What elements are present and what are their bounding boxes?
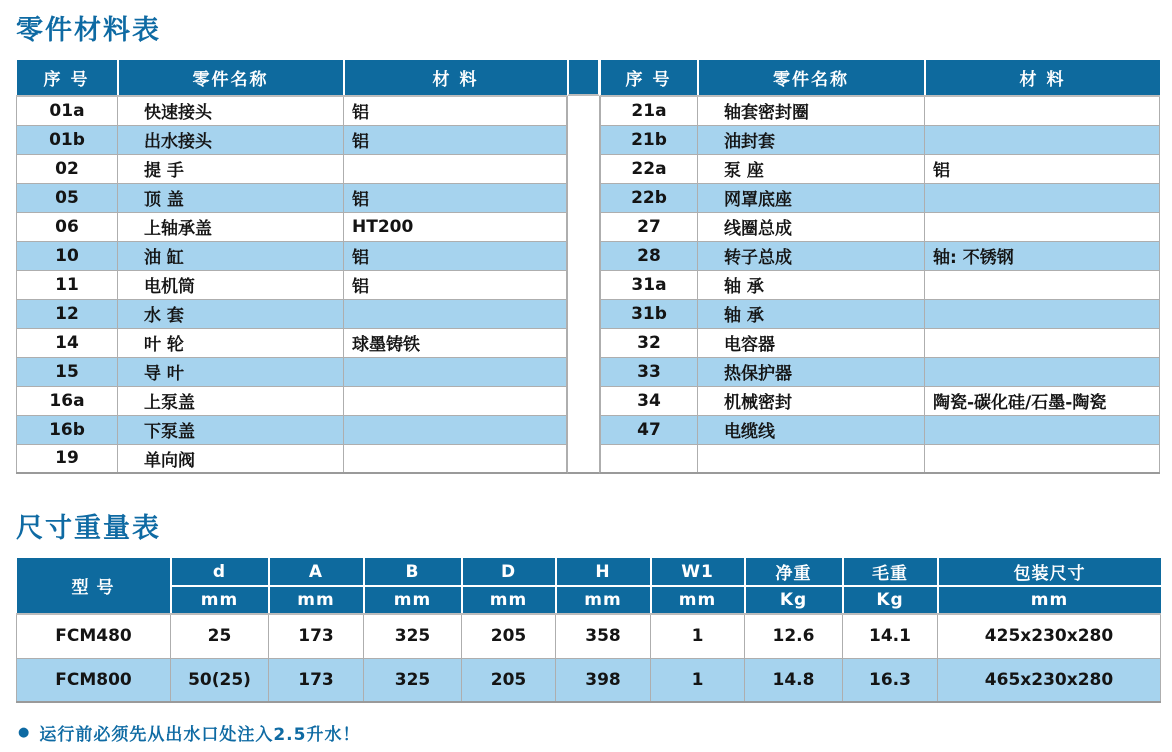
- cell-no: 15: [17, 357, 118, 386]
- cell-name: 水 套: [118, 299, 344, 328]
- cell-material: [925, 270, 1160, 299]
- col-header-material: 材 料: [925, 60, 1160, 96]
- table-row: [17, 299, 567, 328]
- cell-material: 铝: [925, 154, 1160, 183]
- cell-material: 铝: [344, 270, 567, 299]
- cell-B: 325: [364, 658, 462, 702]
- table-row: [17, 183, 567, 212]
- cell-no: 22b: [601, 183, 698, 212]
- cell-name: 顶 盖: [118, 183, 344, 212]
- cell-no: 21a: [601, 96, 698, 125]
- table-gap-header: [567, 60, 600, 96]
- table-row: [601, 328, 1160, 357]
- cell-name: 下泵盖: [118, 415, 344, 444]
- cell-name: 提 手: [118, 154, 344, 183]
- unit-net-weight: Kg: [745, 586, 843, 614]
- table-row: [601, 125, 1160, 154]
- cell-material: 铝: [344, 183, 567, 212]
- unit-D: mm: [462, 586, 556, 614]
- col-header-name: 零件名称: [118, 60, 344, 96]
- dimensions-weight-title: 尺寸重量表: [16, 513, 161, 544]
- cell-no: 31b: [601, 299, 698, 328]
- cell-no: 31a: [601, 270, 698, 299]
- unit-pack-size: mm: [938, 586, 1161, 614]
- cell-no: 22a: [601, 154, 698, 183]
- table-row: [601, 270, 1160, 299]
- cell-A: 173: [269, 614, 364, 658]
- table-row: [17, 357, 567, 386]
- table-row: [17, 154, 567, 183]
- col-header-net-weight: 净重: [745, 558, 843, 586]
- cell-no: 14: [17, 328, 118, 357]
- cell-d: 50(25): [171, 658, 269, 702]
- cell-name: 出水接头: [118, 125, 344, 154]
- header-row: [17, 60, 567, 96]
- cell-net-weight: 12.6: [745, 614, 843, 658]
- table-row: [17, 415, 567, 444]
- cell-no: 01b: [17, 125, 118, 154]
- cell-no: 34: [601, 386, 698, 415]
- cell-d: 25: [171, 614, 269, 658]
- table-row: [17, 386, 567, 415]
- cell-name: 叶 轮: [118, 328, 344, 357]
- cell-name: [698, 444, 925, 473]
- parts-materials-title: 零件材料表: [16, 15, 161, 46]
- table-row: [17, 658, 1161, 702]
- table-row: [17, 125, 567, 154]
- table-row: [17, 614, 1161, 658]
- table-row: [601, 183, 1160, 212]
- table-row: [601, 444, 1160, 473]
- cell-material: 铝: [344, 241, 567, 270]
- cell-material: 铝: [344, 125, 567, 154]
- col-header-B: B: [364, 558, 462, 586]
- cell-material: [344, 386, 567, 415]
- col-header-W1: W1: [651, 558, 745, 586]
- table-row: [601, 357, 1160, 386]
- warning-note-text: 运行前必须先从出水口处注入2.5升水！: [39, 725, 361, 745]
- cell-D: 205: [462, 614, 556, 658]
- unit-W1: mm: [651, 586, 745, 614]
- cell-name: 轴 承: [698, 270, 925, 299]
- cell-no: 12: [17, 299, 118, 328]
- parts-tables-area: [16, 60, 1160, 474]
- cell-name: 导 叶: [118, 357, 344, 386]
- table-row: [601, 212, 1160, 241]
- bullet-icon: ●: [18, 725, 31, 740]
- col-header-H: H: [556, 558, 651, 586]
- col-header-D: D: [462, 558, 556, 586]
- cell-name: 电机筒: [118, 270, 344, 299]
- cell-name: 上泵盖: [118, 386, 344, 415]
- cell-B: 325: [364, 614, 462, 658]
- col-header-d: d: [171, 558, 269, 586]
- table-row: [601, 241, 1160, 270]
- cell-material: [925, 415, 1160, 444]
- cell-material: [344, 357, 567, 386]
- cell-material: [925, 357, 1160, 386]
- table-row: [17, 270, 567, 299]
- cell-name: 机械密封: [698, 386, 925, 415]
- cell-name: 网罩底座: [698, 183, 925, 212]
- unit-d: mm: [171, 586, 269, 614]
- cell-material: 球墨铸铁: [344, 328, 567, 357]
- cell-no: 16b: [17, 415, 118, 444]
- cell-no: 11: [17, 270, 118, 299]
- parts-table-right: [600, 60, 1160, 474]
- cell-no: 19: [17, 444, 118, 473]
- cell-material: 陶瓷-碳化硅/石墨-陶瓷: [925, 386, 1160, 415]
- cell-name: 热保护器: [698, 357, 925, 386]
- table-gap-body: [567, 96, 600, 474]
- header-row: [601, 60, 1160, 96]
- cell-name: 转子总成: [698, 241, 925, 270]
- table-row: [17, 444, 567, 473]
- cell-material: [925, 96, 1160, 125]
- cell-pack-size: 465x230x280: [938, 658, 1161, 702]
- cell-net-weight: 14.8: [745, 658, 843, 702]
- cell-material: HT200: [344, 212, 567, 241]
- warning-note: [16, 720, 1160, 745]
- cell-W1: 1: [651, 658, 745, 702]
- cell-name: 轴 承: [698, 299, 925, 328]
- cell-name: 上轴承盖: [118, 212, 344, 241]
- table-gap-column: [567, 60, 600, 474]
- table-row: [601, 386, 1160, 415]
- cell-name: 快速接头: [118, 96, 344, 125]
- unit-A: mm: [269, 586, 364, 614]
- cell-material: [344, 299, 567, 328]
- unit-gross-weight: Kg: [843, 586, 938, 614]
- table-row: [601, 299, 1160, 328]
- cell-no: [601, 444, 698, 473]
- cell-material: [344, 154, 567, 183]
- cell-name: 泵 座: [698, 154, 925, 183]
- cell-no: 21b: [601, 125, 698, 154]
- table-row: [17, 328, 567, 357]
- cell-no: 02: [17, 154, 118, 183]
- cell-material: [925, 125, 1160, 154]
- cell-A: 173: [269, 658, 364, 702]
- cell-name: 单向阀: [118, 444, 344, 473]
- table-row: [601, 96, 1160, 125]
- header-row-labels: [17, 558, 1161, 586]
- cell-no: 10: [17, 241, 118, 270]
- cell-no: 32: [601, 328, 698, 357]
- cell-material: [344, 444, 567, 473]
- col-header-no: 序 号: [601, 60, 698, 96]
- cell-H: 398: [556, 658, 651, 702]
- cell-no: 33: [601, 357, 698, 386]
- cell-name: 油 缸: [118, 241, 344, 270]
- parts-table-left: [16, 60, 567, 474]
- col-header-A: A: [269, 558, 364, 586]
- cell-name: 电缆线: [698, 415, 925, 444]
- cell-gross-weight: 14.1: [843, 614, 938, 658]
- cell-no: 27: [601, 212, 698, 241]
- cell-W1: 1: [651, 614, 745, 658]
- col-header-no: 序 号: [17, 60, 118, 96]
- cell-gross-weight: 16.3: [843, 658, 938, 702]
- cell-pack-size: 425x230x280: [938, 614, 1161, 658]
- col-header-material: 材 料: [344, 60, 567, 96]
- cell-material: [925, 183, 1160, 212]
- header-row-units: [17, 586, 1161, 614]
- cell-model: FCM800: [17, 658, 171, 702]
- cell-name: 线圈总成: [698, 212, 925, 241]
- cell-name: 轴套密封圈: [698, 96, 925, 125]
- cell-material: [344, 415, 567, 444]
- unit-B: mm: [364, 586, 462, 614]
- cell-no: 06: [17, 212, 118, 241]
- cell-name: 电容器: [698, 328, 925, 357]
- table-row: [17, 241, 567, 270]
- cell-material: 铝: [344, 96, 567, 125]
- col-header-model: 型 号: [17, 558, 171, 614]
- col-header-pack-size: 包装尺寸: [938, 558, 1161, 586]
- table-row: [17, 96, 567, 125]
- cell-no: 01a: [17, 96, 118, 125]
- table-row: [601, 154, 1160, 183]
- col-header-gross-weight: 毛重: [843, 558, 938, 586]
- cell-material: [925, 212, 1160, 241]
- cell-material: [925, 328, 1160, 357]
- cell-material: [925, 299, 1160, 328]
- cell-name: 油封套: [698, 125, 925, 154]
- cell-no: 28: [601, 241, 698, 270]
- cell-no: 47: [601, 415, 698, 444]
- dimensions-table: [16, 558, 1161, 703]
- cell-D: 205: [462, 658, 556, 702]
- table-row: [17, 212, 567, 241]
- table-row: [601, 415, 1160, 444]
- cell-material: 轴: 不锈钢: [925, 241, 1160, 270]
- col-header-name: 零件名称: [698, 60, 925, 96]
- cell-H: 358: [556, 614, 651, 658]
- cell-model: FCM480: [17, 614, 171, 658]
- unit-H: mm: [556, 586, 651, 614]
- cell-material: [925, 444, 1160, 473]
- cell-no: 16a: [17, 386, 118, 415]
- cell-no: 05: [17, 183, 118, 212]
